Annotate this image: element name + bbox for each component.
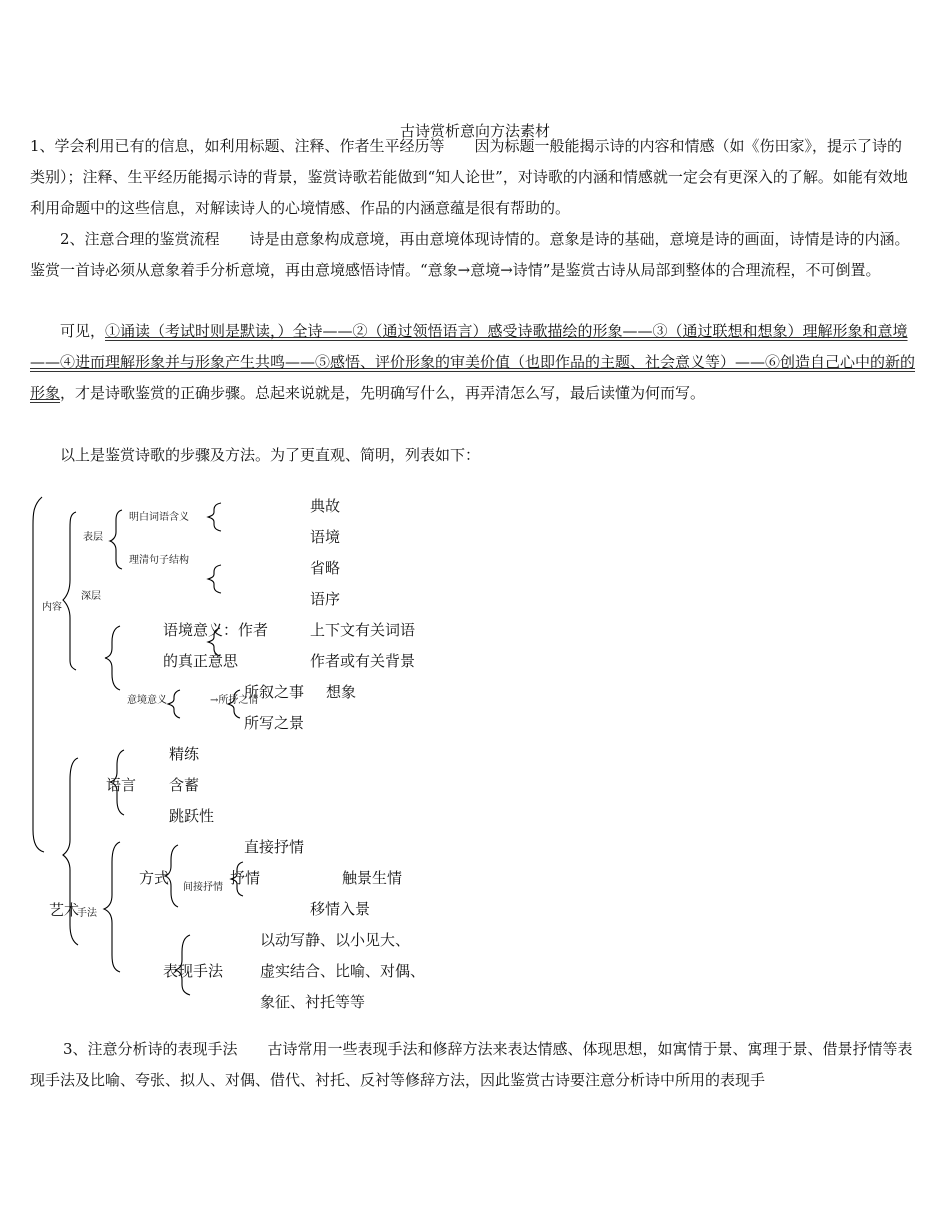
node-yiqing: 移情入景 [310, 900, 371, 918]
node-fangshi: 方式 [139, 869, 170, 887]
node-item2: 虚实结合、比喻、对偶、 [260, 962, 426, 980]
bracket-shoufa [104, 842, 120, 972]
node-arrow-shuqing: →所抒之情 [210, 695, 259, 706]
paragraph-3-tail: ，才是诗歌鉴赏的正确步骤。总起来说就是，先明确写什么，再弄清怎么写，最后读懂为何而写。 [60, 384, 706, 402]
node-xiangxiang: 想象 [326, 683, 357, 701]
node-mingbai: 明白词语含义 [129, 512, 189, 523]
page-title: 古诗赏析意向方法素材 [399, 122, 550, 140]
node-shenceng: 深层 [81, 591, 101, 602]
node-hanxu: 含蓄 [169, 776, 200, 794]
node-shangxiawen: 上下文有关词语 [310, 621, 416, 639]
bracket-liqing [208, 565, 221, 593]
node-yijingyiyi: 意境意义 [127, 695, 167, 706]
node-yishu: 艺术 [49, 901, 80, 919]
node-zhijie: 直接抒情 [244, 838, 305, 856]
node-shoufa: 手法 [77, 908, 97, 919]
node-item3: 象征、衬托等等 [260, 993, 366, 1011]
node-yujingyiyi: 语境意义：作者 [163, 621, 269, 639]
node-zhenzheng: 的真正意思 [163, 652, 239, 670]
node-shenglve: 省略 [310, 559, 341, 577]
bracket-yijing [168, 690, 180, 718]
node-chujing: 触景生情 [342, 869, 403, 887]
node-liqing: 理清句子结构 [129, 555, 189, 566]
bracket-neirong [63, 512, 76, 670]
node-shuqing: 抒情 [230, 869, 261, 887]
node-biaoxian: 表现手法 [163, 962, 224, 980]
node-yuxu: 语序 [310, 590, 341, 608]
paragraph-1: 1、学会利用已有的信息，如利用标题、注释、作者生平经历等 因为标题一般能揭示诗的内容和情感（如《伤田家》，提示了诗的类别）；注释、生平经历能揭示诗的背景，鉴赏诗歌若能做到“知人论世”，对诗歌的内涵和情感就一定会有更深入的了解。如能有效地利用命题中的这些信息，对解读诗人的心境情感、作品的内涵意蕴是很有帮助的。 [30, 137, 908, 217]
node-biaoceng: 表层 [83, 532, 103, 543]
node-diangu: 典故 [310, 497, 341, 515]
paragraph-3 [30, 316, 915, 409]
node-tiaoyue: 跳跃性 [169, 807, 215, 825]
node-suoxu: 所叙之事 [244, 683, 305, 701]
node-jinglian: 精练 [169, 745, 200, 763]
paragraph-3-lead: 可见， [60, 322, 106, 340]
paragraph-2: 2、注意合理的鉴赏流程 诗是由意象构成意境，再由意境体现诗情的。意象是诗的基础，意境是诗的画面，诗情是诗的内涵。鉴赏一首诗必须从意象着手分析意境，再由意境感悟诗情。“意象→意境→诗情”是鉴赏古诗从局部到整体的合理流程，不可倒置。 [30, 230, 910, 279]
node-yujing: 语境 [310, 528, 341, 546]
node-neirong: 内容 [42, 602, 62, 613]
paragraph-4: 以上是鉴赏诗歌的步骤及方法。为了更直观、简明，列表如下： [60, 446, 481, 464]
paragraph-5: 3、注意分析诗的表现手法 古诗常用一些表现手法和修辞方法来表达情感、体现思想，如寓情于景、寓理于景、借景抒情等表现手法及比喻、夸张、拟人、对偶、借代、衬托、反衬等修辞方法，因此鉴赏古诗要注意分析诗中所用的表现手 [30, 1040, 913, 1089]
node-item1: 以动写静、以小见大、 [260, 931, 411, 949]
bracket-biaoceng [110, 510, 122, 569]
paragraph-3-steps: ①诵读（考试时则是默读，）全诗——②（通过领悟语言）感受诗歌描绘的形象——③（通过联想和想象）理解形象和意境——④进而理解形象并与形象产生共鸣——⑤感悟、评价形象的审美价值（也即作品的主题、社会意义等）——⑥创造自己心中的新的形象 [30, 322, 916, 402]
bracket-shenceng [105, 626, 120, 690]
bracket-root [33, 497, 44, 852]
node-jianjie: 间接抒情 [183, 882, 223, 893]
node-zuozhe: 作者或有关背景 [310, 652, 416, 670]
node-suoxie: 所写之景 [244, 714, 305, 732]
bracket-mingbai [208, 503, 221, 531]
node-yuyan: 语言 [106, 776, 137, 794]
